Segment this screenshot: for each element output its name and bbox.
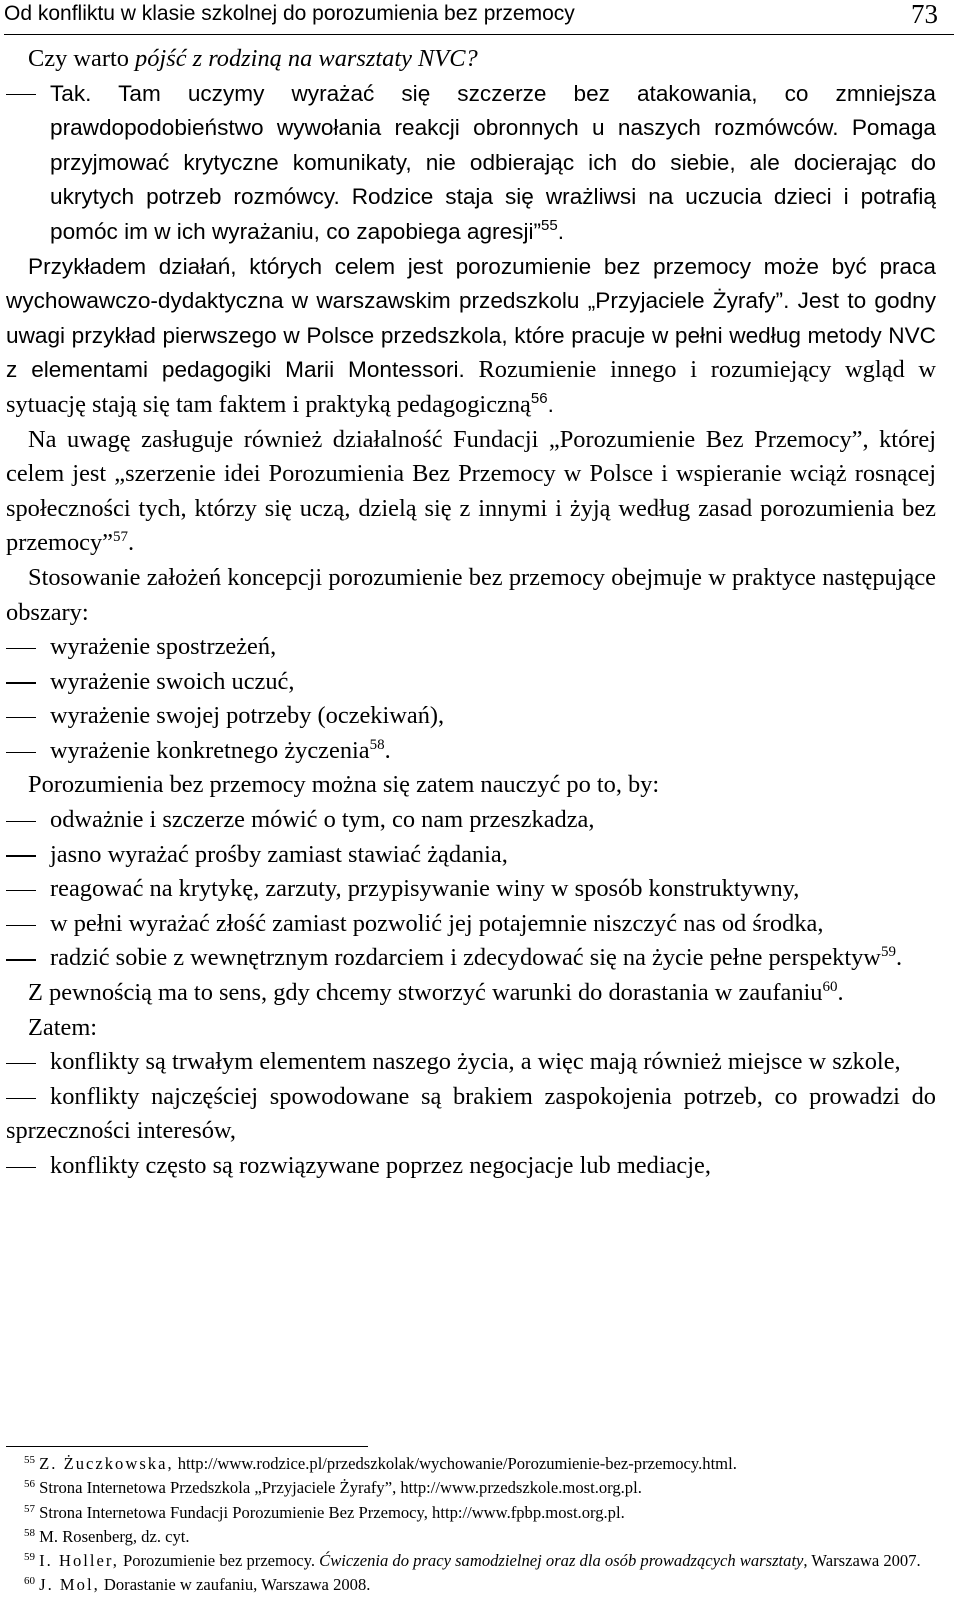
dash-icon bbox=[6, 665, 50, 700]
goal-item bbox=[6, 838, 936, 873]
foundation-paragraph: Na uwagę zasługuje również działalność Fundacji „Porozumienie Bez Przemocy”, której celem jest „szerzenie idei Porozumienia Bez Przemocy w Polsce i wspieranie wciąż rosnącej społeczności tych, którzy się uczą, dzielą się z innymi i żyją według zasad porozumienia bez przemocy”$^{57}$. bbox=[6, 425, 936, 557]
footnote-ref-55[interactable]: 55 bbox=[541, 216, 558, 234]
goal-text: radzić sobie z wewnętrznym rozdarciem i zdecydować się na życie pełne perspektyw bbox=[50, 944, 881, 972]
footnote-ref-57[interactable]: 57 bbox=[112, 529, 128, 546]
conflict-item bbox=[6, 1045, 936, 1080]
goal-text: reagować na krytykę, zarzuty, przypisywanie winy w sposób konstruktywny, bbox=[50, 875, 800, 903]
area-item bbox=[6, 630, 936, 665]
footnote-number: 60 bbox=[24, 1575, 35, 1588]
example-text-2: Rozumienie innego i rozumiejący wgląd w sytuację stają się tam faktem i praktyką pedagogiczną bbox=[6, 356, 936, 418]
dash-icon bbox=[6, 872, 50, 907]
footnote-number: 58 bbox=[24, 1526, 35, 1539]
footnote-ref-58[interactable]: 58 bbox=[369, 736, 385, 753]
footnote-55 bbox=[6, 1452, 930, 1476]
dash-icon bbox=[6, 838, 50, 873]
footnote-author: I. Holler, bbox=[39, 1551, 119, 1571]
goals-intro: Porozumienia bez przemocy można się zatem nauczyć po to, by: bbox=[28, 771, 660, 799]
area-text: wyrażenie swoich uczuć, bbox=[50, 667, 295, 695]
answer-paragraph: Tak. Tam uczymy wyrażać się szczerze bez atakowania, co zmniejsza prawdopodobieństwo wywołania reakcji obronnych u naszych rozmówców. Pomaga przyjmować krytyczne komunikaty, nie odbierając ich do siebie, ale docierając do ukrytych potrzeb rozmówcy. Rodzice staja się wrażliwsi na uczucia dzieci i potrafią pomóc im w ich wyrażaniu, co zapobiega agresji”$^{55}$. bbox=[6, 77, 936, 250]
trust-paragraph: Z pewnością ma to sens, gdy chcemy stworzyć warunki do dorastania w zaufaniu$^{60}$. bbox=[28, 979, 844, 1007]
footnote-number: 57 bbox=[24, 1502, 35, 1515]
question-paragraph bbox=[6, 42, 936, 77]
conflict-item bbox=[6, 1080, 936, 1149]
running-header bbox=[4, 0, 954, 35]
conflict-text: konflikty często są rozwiązywane poprzez negocjacje lub mediacje, bbox=[50, 1152, 711, 1179]
footnote-ref-59[interactable]: 59 bbox=[880, 944, 896, 961]
goal-item bbox=[6, 872, 936, 907]
footnote-ref-60[interactable]: 60 bbox=[822, 979, 838, 996]
footnote-56 bbox=[6, 1476, 930, 1500]
footnote-number: 55 bbox=[24, 1454, 35, 1466]
areas-intro: Stosowanie założeń koncepcji porozumienie bez przemocy obejmuje w praktyce następujące obszary: bbox=[6, 563, 936, 626]
question-text: Czy warto bbox=[28, 45, 136, 72]
main-text bbox=[6, 42, 936, 1184]
footnotes bbox=[6, 1452, 930, 1598]
goal-item bbox=[6, 803, 936, 838]
dash-icon bbox=[6, 1149, 50, 1184]
answer-text: Tak. Tam uczymy wyrażać się szczerze bez atakowania, co zmniejsza prawdopodobieństwo wywołania reakcji obronnych u naszych rozmówców. Pomaga przyjmować krytyczne komunikaty, nie odbierając ich do siebie, ale docierając do ukrytych potrzeb rozmówcy. Rodzice staja się wrażliwsi na uczucia dzieci i potrafią pomóc im w ich wyrażaniu, co zapobiega agresji” bbox=[50, 80, 936, 244]
footnote-58 bbox=[6, 1525, 930, 1549]
example-paragraph: Przykładem działań, których celem jest porozumienie bez przemocy może być praca wychowawczo-dydaktyczna w warszawskim przedszkolu „Przyjaciele Żyrafy”. Jest to godny uwagi przykład pierwszego w Polsce przedszkola, które pracuje w pełni według metody NVC z elementami pedagogiki Marii Montessori. Rozumienie innego i rozumiejący wgląd w sytuację stają się tam faktem i praktyką pedagogiczną$^{56}$. bbox=[6, 253, 936, 418]
dash-icon bbox=[6, 1045, 50, 1080]
goal-item: radzić sobie z wewnętrznym rozdarciem i zdecydować się na życie pełne perspektyw$^{59}$. bbox=[6, 941, 936, 976]
goal-text: w pełni wyrażać złość zamiast pozwolić jej potajemnie niszczyć nas od środka, bbox=[50, 909, 824, 937]
footnote-author: Z. Żuczkowska, bbox=[39, 1454, 174, 1473]
footnote-italic: Ćwiczenia do pracy samodzielnej oraz dla osób prowadzących warsztaty bbox=[319, 1551, 804, 1571]
conclusion-intro: Zatem: bbox=[28, 1013, 98, 1041]
footnote-text: Dorastanie w zaufaniu, Warszawa 2008. bbox=[99, 1575, 371, 1595]
running-title: Od konfliktu w klasie szkolnej do porozumienia bez przemocy bbox=[4, 2, 575, 25]
trust-text: Z pewnością ma to sens, gdy chcemy stworzyć warunki do dorastania w zaufaniu bbox=[28, 979, 823, 1007]
example-text: Przykładem działań, których celem jest porozumienie bez przemocy może być praca wychowawczo-dydaktyczna w warszawskim przedszkolu „Przyjaciele Żyrafy”. Jest to godny uwagi przykład pierwszego w Polsce przedszkola, które pracuje w pełni według metody NVC z elementami pedagogiki Marii Montessori. bbox=[6, 253, 936, 383]
footnote-57 bbox=[6, 1501, 930, 1525]
footnote-text: http://www.rodzice.pl/przedszkolak/wychowanie/Porozumienie-bez-przemocy.html. bbox=[173, 1454, 737, 1473]
dash-icon bbox=[6, 1080, 50, 1115]
page-number: 73 bbox=[911, 0, 938, 29]
dash-icon bbox=[6, 734, 50, 769]
dash-icon bbox=[6, 941, 50, 976]
footnote-text: Porozumienie bez przemocy. bbox=[118, 1551, 320, 1571]
goal-item bbox=[6, 907, 936, 942]
footnote-text: Strona Internetowa Fundacji Porozumienie Bez Przemocy, http://www.fpbp.most.org.pl. bbox=[35, 1502, 625, 1522]
footnote-number: 56 bbox=[24, 1478, 35, 1491]
footnote-59 bbox=[6, 1549, 930, 1573]
dash-icon bbox=[6, 803, 50, 838]
area-text: wyrażenie swojej potrzeby (oczekiwań), bbox=[50, 702, 445, 730]
area-item bbox=[6, 699, 936, 734]
goal-text: jasno wyrażać prośby zamiast stawiać żądania, bbox=[50, 840, 508, 868]
question-italic: pójść z rodziną na warsztaty NVC? bbox=[135, 45, 478, 72]
dash-icon bbox=[6, 699, 50, 734]
footnote-60 bbox=[6, 1573, 930, 1597]
dash-icon bbox=[6, 77, 50, 112]
area-item bbox=[6, 665, 936, 700]
dash-icon bbox=[6, 907, 50, 942]
conflict-text: konflikty są trwałym elementem naszego życia, a więc mają również miejsce w szkole, bbox=[50, 1048, 901, 1076]
conflict-text: konflikty najczęściej spowodowane są brakiem zaspokojenia potrzeb, co prowadzi do sprzeczności interesów, bbox=[6, 1082, 936, 1145]
area-item: wyrażenie konkretnego życzenia$^{58}$. bbox=[6, 734, 936, 769]
footnote-separator bbox=[6, 1446, 368, 1447]
dash-icon bbox=[6, 630, 50, 665]
area-text: wyrażenie konkretnego życzenia bbox=[50, 736, 370, 764]
goal-text: odważnie i szczerze mówić o tym, co nam przeszkadza, bbox=[50, 806, 595, 834]
footnote-ref-56[interactable]: 56 bbox=[530, 389, 548, 407]
footnote-text: , Warszawa 2007. bbox=[803, 1551, 921, 1571]
footnote-number: 59 bbox=[24, 1551, 35, 1564]
area-text: wyrażenie spostrzeżeń, bbox=[50, 633, 277, 661]
footnote-text: M. Rosenberg, dz. cyt. bbox=[35, 1526, 190, 1546]
conflict-item bbox=[6, 1149, 936, 1184]
foundation-text: Na uwagę zasługuje również działalność Fundacji „Porozumienie Bez Przemocy”, której celem jest „szerzenie idei Porozumienia Bez Przemocy w Polsce i wspieranie wciąż rosnącej społeczności tych, którzy się uczą, dzielą się z innymi i żyją według zasad porozumienia bez przemocy” bbox=[6, 425, 936, 557]
footnote-text: Strona Internetowa Przedszkola „Przyjaciele Żyrafy”, http://www.przedszkole.most.org.pl. bbox=[35, 1478, 642, 1498]
footnote-author: J. Mol, bbox=[39, 1575, 100, 1595]
